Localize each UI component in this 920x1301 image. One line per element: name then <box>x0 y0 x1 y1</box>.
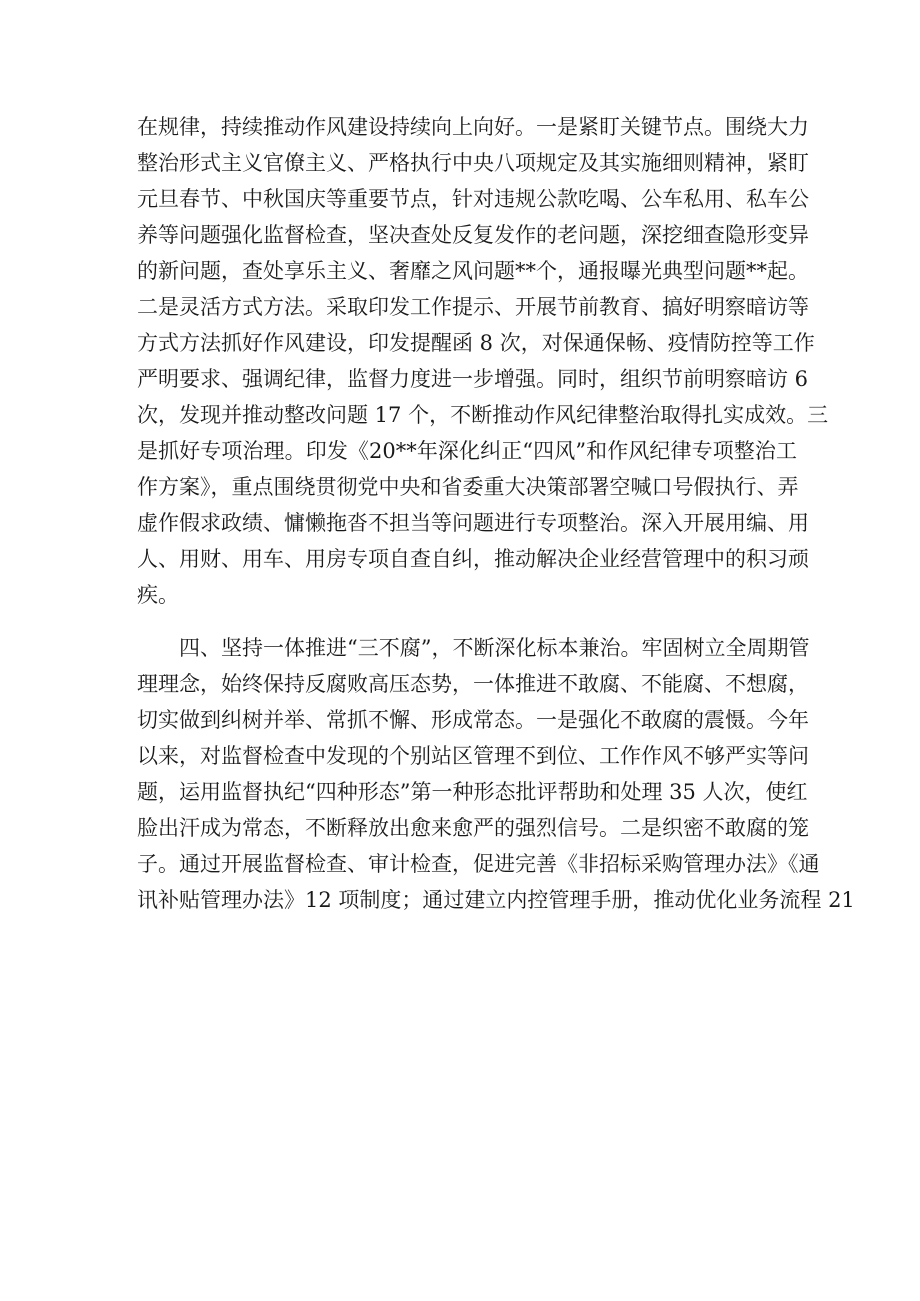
paragraph-1-line-2: 整治形式主义官僚主义、严格执行中央八项规定及其实施细则精神，紧盯 <box>137 151 809 175</box>
paragraph-1-line-1: 在规律，持续推动作风建设持续向上向好。一是紧盯关键节点。围绕大力 <box>137 115 809 139</box>
paragraph-2-line-4: 以来，对监督检查中发现的个别站区管理不到位、工作作风不够严实等问 <box>137 744 809 768</box>
paragraph-1-line-8: 严明要求、强调纪律，监督力度进一步增强。同时，组织节前明察暗访 6 <box>137 367 809 391</box>
paragraph-2-line-1: 四、坚持一体推进“三不腐”，不断深化标本兼治。牢固树立全周期管 <box>179 636 810 660</box>
paragraph-2-line-3: 切实做到纠树并举、常抓不懈、形成常态。一是强化不敢腐的震慑。今年 <box>137 708 809 732</box>
paragraph-1-line-12: 虚作假求政绩、慵懒拖沓不担当等问题进行专项整治。深入开展用编、用 <box>137 511 809 535</box>
paragraph-1-line-3: 元旦春节、中秋国庆等重要节点，针对违规公款吃喝、公车私用、私车公 <box>137 187 809 211</box>
paragraph-1-line-6: 二是灵活方式方法。采取印发工作提示、开展节前教育、搞好明察暗访等 <box>137 295 809 319</box>
paragraph-1-line-5: 的新问题，查处享乐主义、奢靡之风问题**个，通报曝光典型问题**起。 <box>137 259 809 283</box>
paragraph-1-line-9: 次，发现并推动整改问题 17 个，不断推动作风纪律整治取得扎实成效。三 <box>137 403 829 427</box>
paragraph-1-line-11: 作方案》，重点围绕贯彻党中央和省委重大决策部署空喊口号假执行、弄 <box>137 475 799 499</box>
paragraph-1-line-4: 养等问题强化监督检查，坚决查处反复发作的老问题，深挖细查隐形变异 <box>137 223 809 247</box>
paragraph-2-line-7: 子。通过开展监督检查、审计检查，促进完善《非招标采购管理办法》《通 <box>137 852 820 876</box>
paragraph-2-line-8: 讯补贴管理办法》12 项制度；通过建立内控管理手册，推动优化业务流程 21 <box>137 888 855 912</box>
paragraph-1-line-13: 人、用财、用车、用房专项自查自纠，推动解决企业经营管理中的积习顽 <box>137 547 809 571</box>
paragraph-2-line-2: 理理念，始终保持反腐败高压态势，一体推进不敢腐、不能腐、不想腐， <box>137 672 809 696</box>
paragraph-1-line-7: 方式方法抓好作风建设，印发提醒函 8 次，对保通保畅、疫情防控等工作 <box>137 331 815 355</box>
paragraph-1-line-14: 疾。 <box>137 583 179 607</box>
paragraph-1-line-10: 是抓好专项治理。印发《20**年深化纠正“四风”和作风纪律专项整治工 <box>137 439 797 463</box>
paragraph-2-line-5: 题，运用监督执纪“四种形态”第一种形态批评帮助和处理 35 人次，使红 <box>137 780 808 804</box>
paragraph-2-line-6: 脸出汗成为常态，不断释放出愈来愈严的强烈信号。二是织密不敢腐的笼 <box>137 816 809 840</box>
